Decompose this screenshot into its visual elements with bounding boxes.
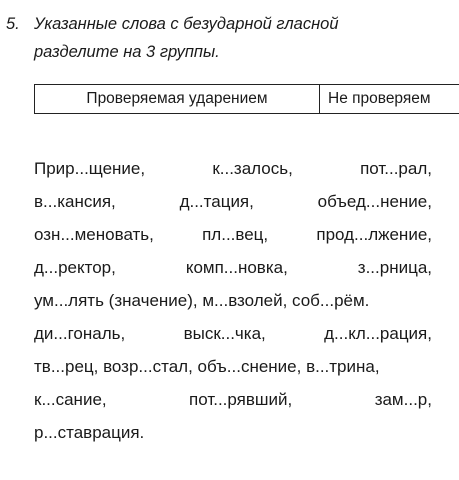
groups-table-container [34, 84, 459, 116]
header-unchecked: Не проверяем [320, 85, 459, 114]
word: прод...лжение, [316, 225, 432, 244]
word-group: ум...лять (значение), м...взолей, соб...рём. [34, 291, 370, 310]
word: комп...новка, [185, 258, 288, 277]
word: выск...чка, [183, 324, 266, 343]
table-header-row [35, 85, 459, 114]
word: озн...меновать, [34, 225, 154, 244]
word: в...кансия, [34, 192, 116, 211]
header-checked-by-stress: Проверяемая ударением [35, 85, 320, 114]
word-row-1 [34, 152, 432, 185]
word: к...сание, [34, 390, 107, 409]
word-row-8 [34, 383, 432, 416]
word: ди...гональ, [34, 324, 126, 343]
word: объед...нение, [317, 192, 432, 211]
word: пл...вец, [202, 225, 269, 244]
task-instruction-line-1: Указанные слова с безударной гласной [34, 15, 339, 33]
task-line-1 [6, 10, 459, 38]
task-instruction-line-2: разделите на 3 группы. [34, 43, 220, 61]
word-row-5 [34, 284, 432, 317]
word: д...тация, [179, 192, 254, 211]
word-list [34, 152, 432, 449]
word: д...кл...рация, [324, 324, 432, 343]
word: зам...р, [374, 390, 432, 409]
word-group: тв...рец, возр...стал, объ...снение, в...трина, [34, 357, 380, 376]
word-row-4 [34, 251, 432, 284]
word: д...ректор, [34, 258, 116, 277]
word-row-7 [34, 350, 432, 383]
word-row-3 [34, 218, 432, 251]
task-number: 5. [6, 15, 20, 33]
word: пот...рявший, [189, 390, 293, 409]
word: з...рница, [357, 258, 432, 277]
word-row-9 [34, 416, 432, 449]
word: пот...рал, [360, 159, 432, 178]
task-text [6, 10, 459, 66]
word-row-2 [34, 185, 432, 218]
word: Прир...щение, [34, 159, 146, 178]
word-row-6 [34, 317, 432, 350]
groups-table [34, 84, 459, 114]
word: р...ставрация. [34, 423, 145, 442]
word: к...залось, [212, 159, 293, 178]
